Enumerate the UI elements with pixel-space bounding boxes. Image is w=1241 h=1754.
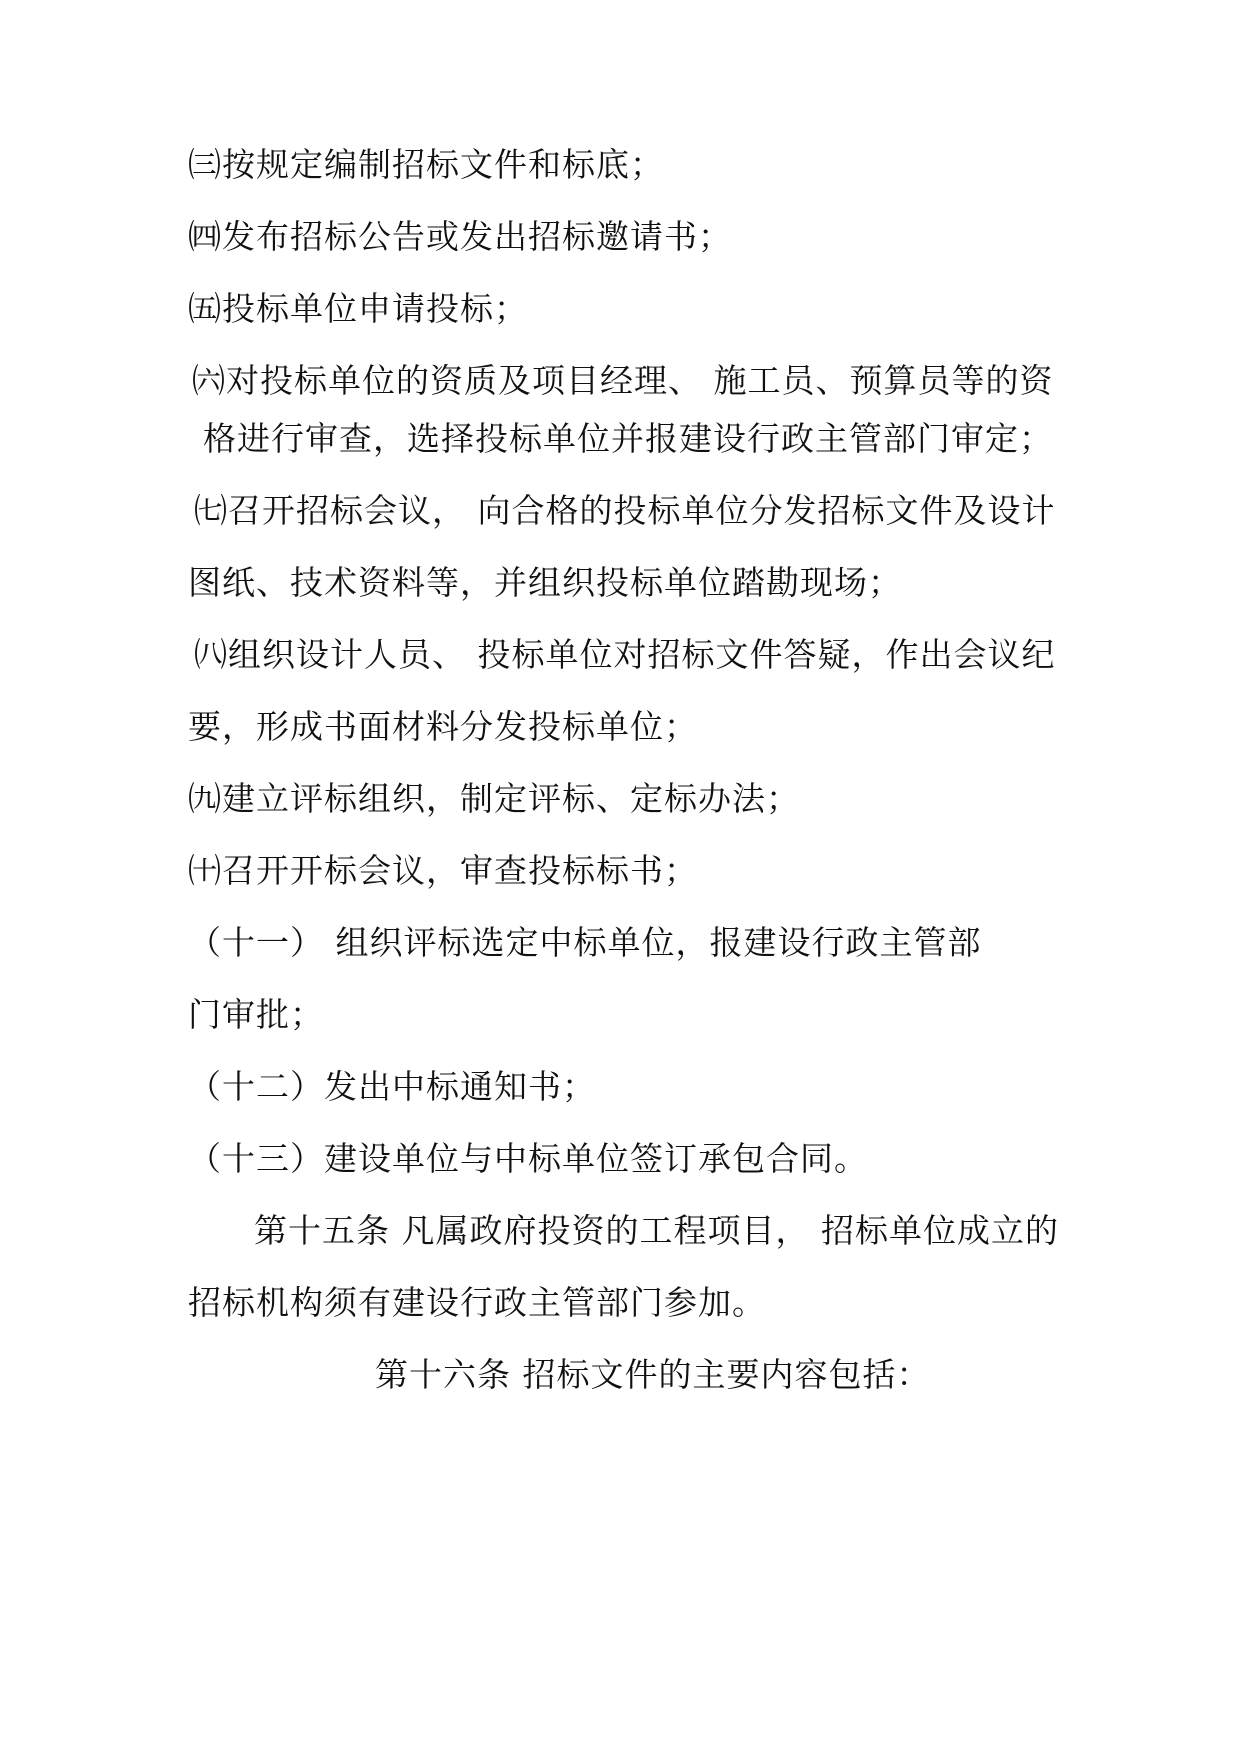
- text-line-item-10: ㈩召开开标会议，审查投标标书；: [188, 851, 698, 890]
- article-15-cont: 招标机构须有建设行政主管部门参加。: [188, 1283, 766, 1322]
- text-line-item-6-cont: 格进行审查，选择投标单位并报建设行政主管部门审定；: [203, 419, 1053, 458]
- text-line-item-9: ㈨建立评标组织，制定评标、定标办法；: [188, 779, 800, 818]
- text-line-item-8-cont: 要，形成书面材料分发投标单位；: [188, 707, 698, 746]
- article-15-line: 第十五条 凡属政府投资的工程项目， 招标单位成立的: [254, 1211, 1059, 1250]
- text-line-item-7-cont: 图纸、技术资料等，并组织投标单位踏勘现场；: [188, 563, 902, 602]
- text-line-item-4: ㈣发布招标公告或发出招标邀请书；: [188, 217, 732, 256]
- text-line-item-6: ㈥对投标单位的资质及项目经理、 施工员、预算员等的资: [192, 361, 1054, 400]
- article-16-line: 第十六条 招标文件的主要内容包括：: [375, 1355, 931, 1394]
- text-line-item-8: ㈧组织设计人员、 投标单位对招标文件答疑，作出会议纪: [194, 635, 1056, 674]
- text-line-item-11: （十一） 组织评标选定中标单位，报建设行政主管部: [188, 923, 982, 962]
- text-line-item-12: （十二）发出中标通知书；: [188, 1067, 596, 1106]
- text-line-item-3: ㈢按规定编制招标文件和标底；: [188, 145, 664, 184]
- text-line-item-5: ㈤投标单位申请投标；: [188, 289, 528, 328]
- text-line-item-7: ㈦召开招标会议， 向合格的投标单位分发招标文件及设计: [194, 491, 1056, 530]
- text-line-item-13: （十三）建设单位与中标单位签订承包合同。: [188, 1139, 868, 1178]
- text-line-item-11-cont: 门审批；: [188, 995, 324, 1034]
